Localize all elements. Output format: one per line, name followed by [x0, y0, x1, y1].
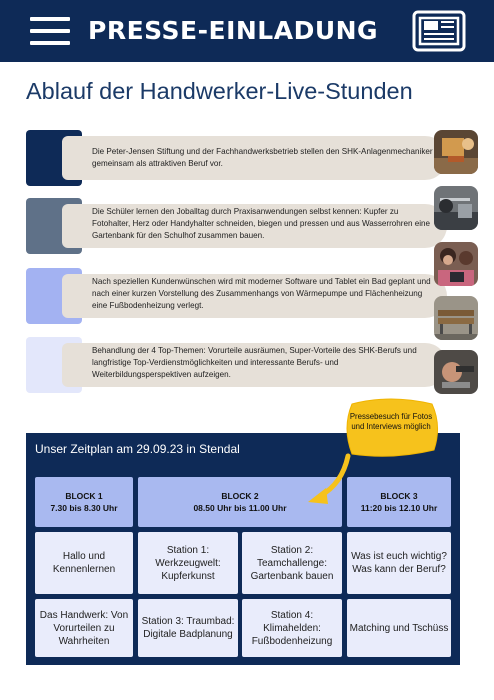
step-text: Nach speziellen Kundenwünschen wird mit moderner Software und Tablet ein Bad geplant und nach einer kurzen Vorstellung des Zusammenhangs von Wärmepumpe und Flächenheizung eine Fußbodenheizung verlegt. [92, 277, 431, 310]
step-2 [26, 198, 431, 256]
schedule-cell-station-4: Station 4: Klimahelden: Fußbodenheizung [242, 599, 342, 657]
header-bar [0, 0, 494, 62]
schedule-panel [26, 433, 460, 665]
newspaper-icon[interactable] [412, 10, 466, 52]
step-3 [26, 268, 431, 326]
schedule-cell-station-3: Station 3: Traumbad: Digitale Badplanung [138, 599, 238, 657]
schedule-cell-matching: Matching und Tschüss [347, 599, 451, 657]
page-title: Ablauf der Handwerker-Live-Stunden [26, 78, 413, 104]
schedule-cell-welcome: Hallo und Kennenlernen [35, 532, 133, 594]
step-text: Die Schüler lernen den Joballtag durch Praxisanwendungen selbst kennen: Kupfer zu Fotohalter, Herz oder Handyhalter schneiden, biegen und pressen und aus Wasserrohren eine Gartenbank für den Schulhof zusammen bauen. [92, 207, 431, 240]
photo-hands-tools [434, 350, 478, 394]
schedule-cell-station-2: Station 2: Teamchallenge: Gartenbank bauen [242, 532, 342, 594]
schedule-title: Unser Zeitplan am 29.09.23 in Stendal [35, 442, 240, 456]
block-2-header: BLOCK 2 08.50 Uhr bis 11.00 Uhr [138, 477, 342, 527]
hamburger-menu-icon[interactable] [30, 17, 70, 45]
arrow-icon [290, 450, 370, 520]
photo-pipe-workshop [434, 186, 478, 230]
header-title: PRESSE-EINLADUNG [88, 16, 379, 45]
block-1-header: BLOCK 1 7.30 bis 8.30 Uhr [35, 477, 133, 527]
photo-students-tablet [434, 242, 478, 286]
photo-copper-work [434, 130, 478, 174]
step-4 [26, 337, 426, 395]
schedule-cell-trade: Das Handwerk: Von Vorurteilen zu Wahrheiten [35, 599, 133, 657]
step-text: Die Peter-Jensen Stiftung und der Fachhandwerksbetrieb stellen den SHK-Anlagenmechaniker gemeinsam als attraktiven Beruf vor. [92, 147, 433, 168]
photo-garden-bench [434, 296, 478, 340]
callout-text: Pressebesuch für Fotos und Interviews möglich [349, 412, 433, 431]
step-text: Behandlung der 4 Top-Themen: Vorurteile ausräumen, Super-Vorteile des SHK-Berufs und langfristige Top-Verdienstmöglichkeiten und interessante Berufs- und Weiterbildungsperspektiven aufzeigen. [92, 346, 417, 379]
schedule-cell-station-1: Station 1: Werkzeugwelt: Kupferkunst [138, 532, 238, 594]
schedule-cell-what-matters: Was ist euch wichtig? Was kann der Beruf? [347, 532, 451, 594]
step-1 [26, 130, 433, 188]
block-3-header: BLOCK 3 11:20 bis 12.10 Uhr [347, 477, 451, 527]
